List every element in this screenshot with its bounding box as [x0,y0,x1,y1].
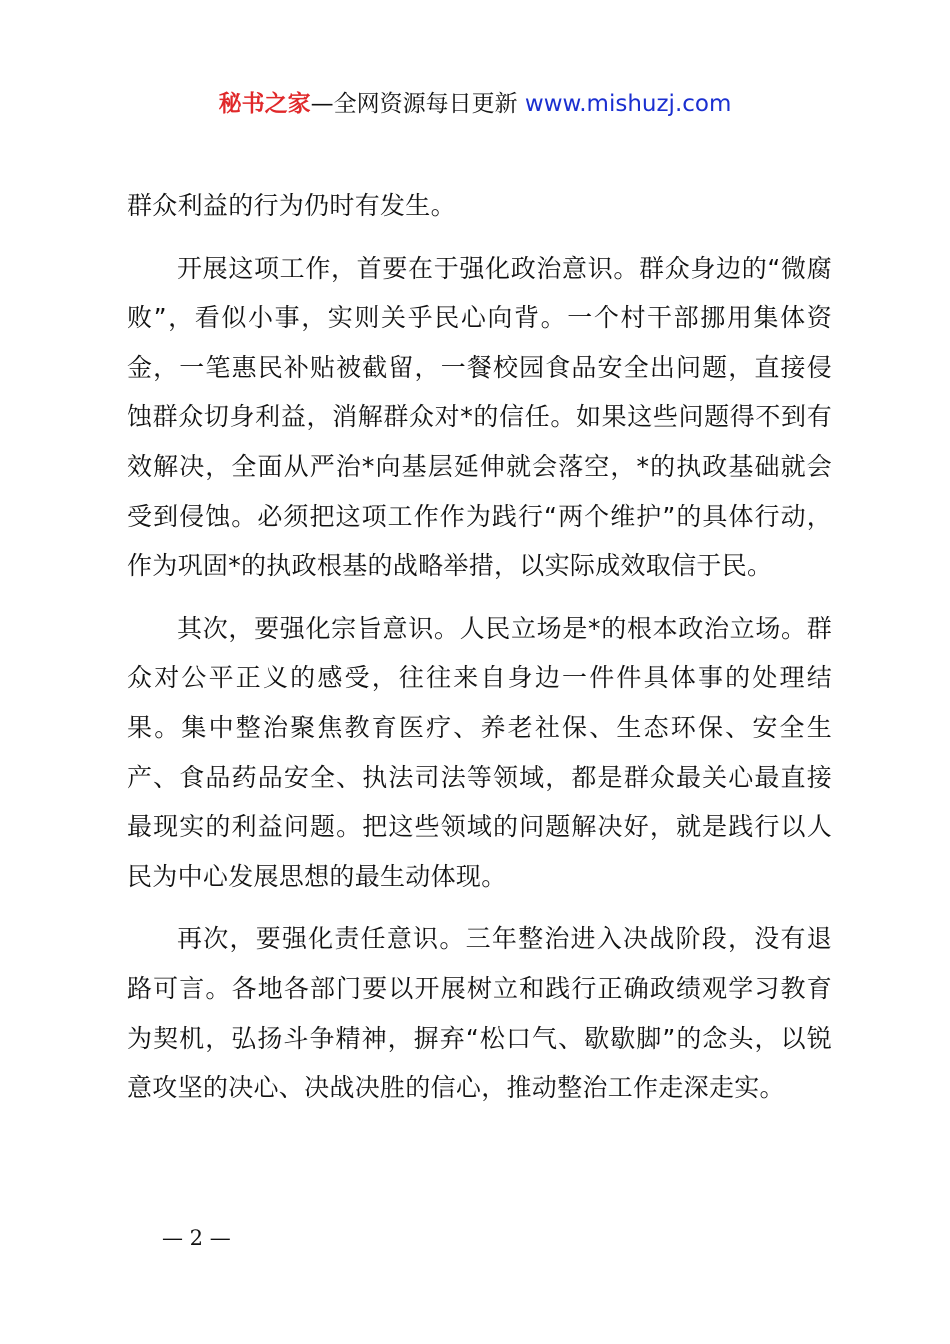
paragraph-responsibility-awareness: 再次，要强化责任意识。三年整治进入决战阶段，没有退路可言。各地各部门要以开展树立和践行正确政绩观学习教育为契机，弘扬斗争精神，摒弃“松口气、歇歇脚”的念头，以锐意攻坚的决心、决战决胜的信心，推动整治工作走深走实。 [127,924,832,1103]
site-url-link[interactable]: www.mishuzj.com [524,91,732,117]
site-slogan: —全网资源每日更新 [310,91,525,117]
page-number: — 2 — [162,1226,231,1250]
page-header [0,86,950,122]
document-body [127,181,832,1113]
site-brand: 秘书之家 [218,91,311,117]
paragraph-continued: 群众利益的行为仍时有发生。 [127,191,456,220]
paragraph-purpose-awareness: 其次，要强化宗旨意识。人民立场是*的根本政治立场。群众对公平正义的感受，往往来自身边一件件具体事的处理结果。集中整治聚焦教育医疗、养老社保、生态环保、安全生产、食品药品安全、执法司法等领域，都是群众最关心最直接最现实的利益问题。把这些领域的问题解决好，就是践行以人民为中心发展思想的最生动体现。 [127,613,832,891]
paragraph-political-awareness: 开展这项工作，首要在于强化政治意识。群众身边的“微腐败”，看似小事，实则关乎民心向背。一个村干部挪用集体资金，一笔惠民补贴被截留，一餐校园食品安全出问题，直接侵蚀群众切身利益，消解群众对*的信任。如果这些问题得不到有效解决，全面从严治*向基层延伸就会落空，*的执政基础就会受到侵蚀。必须把这项工作作为践行“两个维护”的具体行动，作为巩固*的执政根基的战略举措，以实际成效取信于民。 [127,253,832,581]
